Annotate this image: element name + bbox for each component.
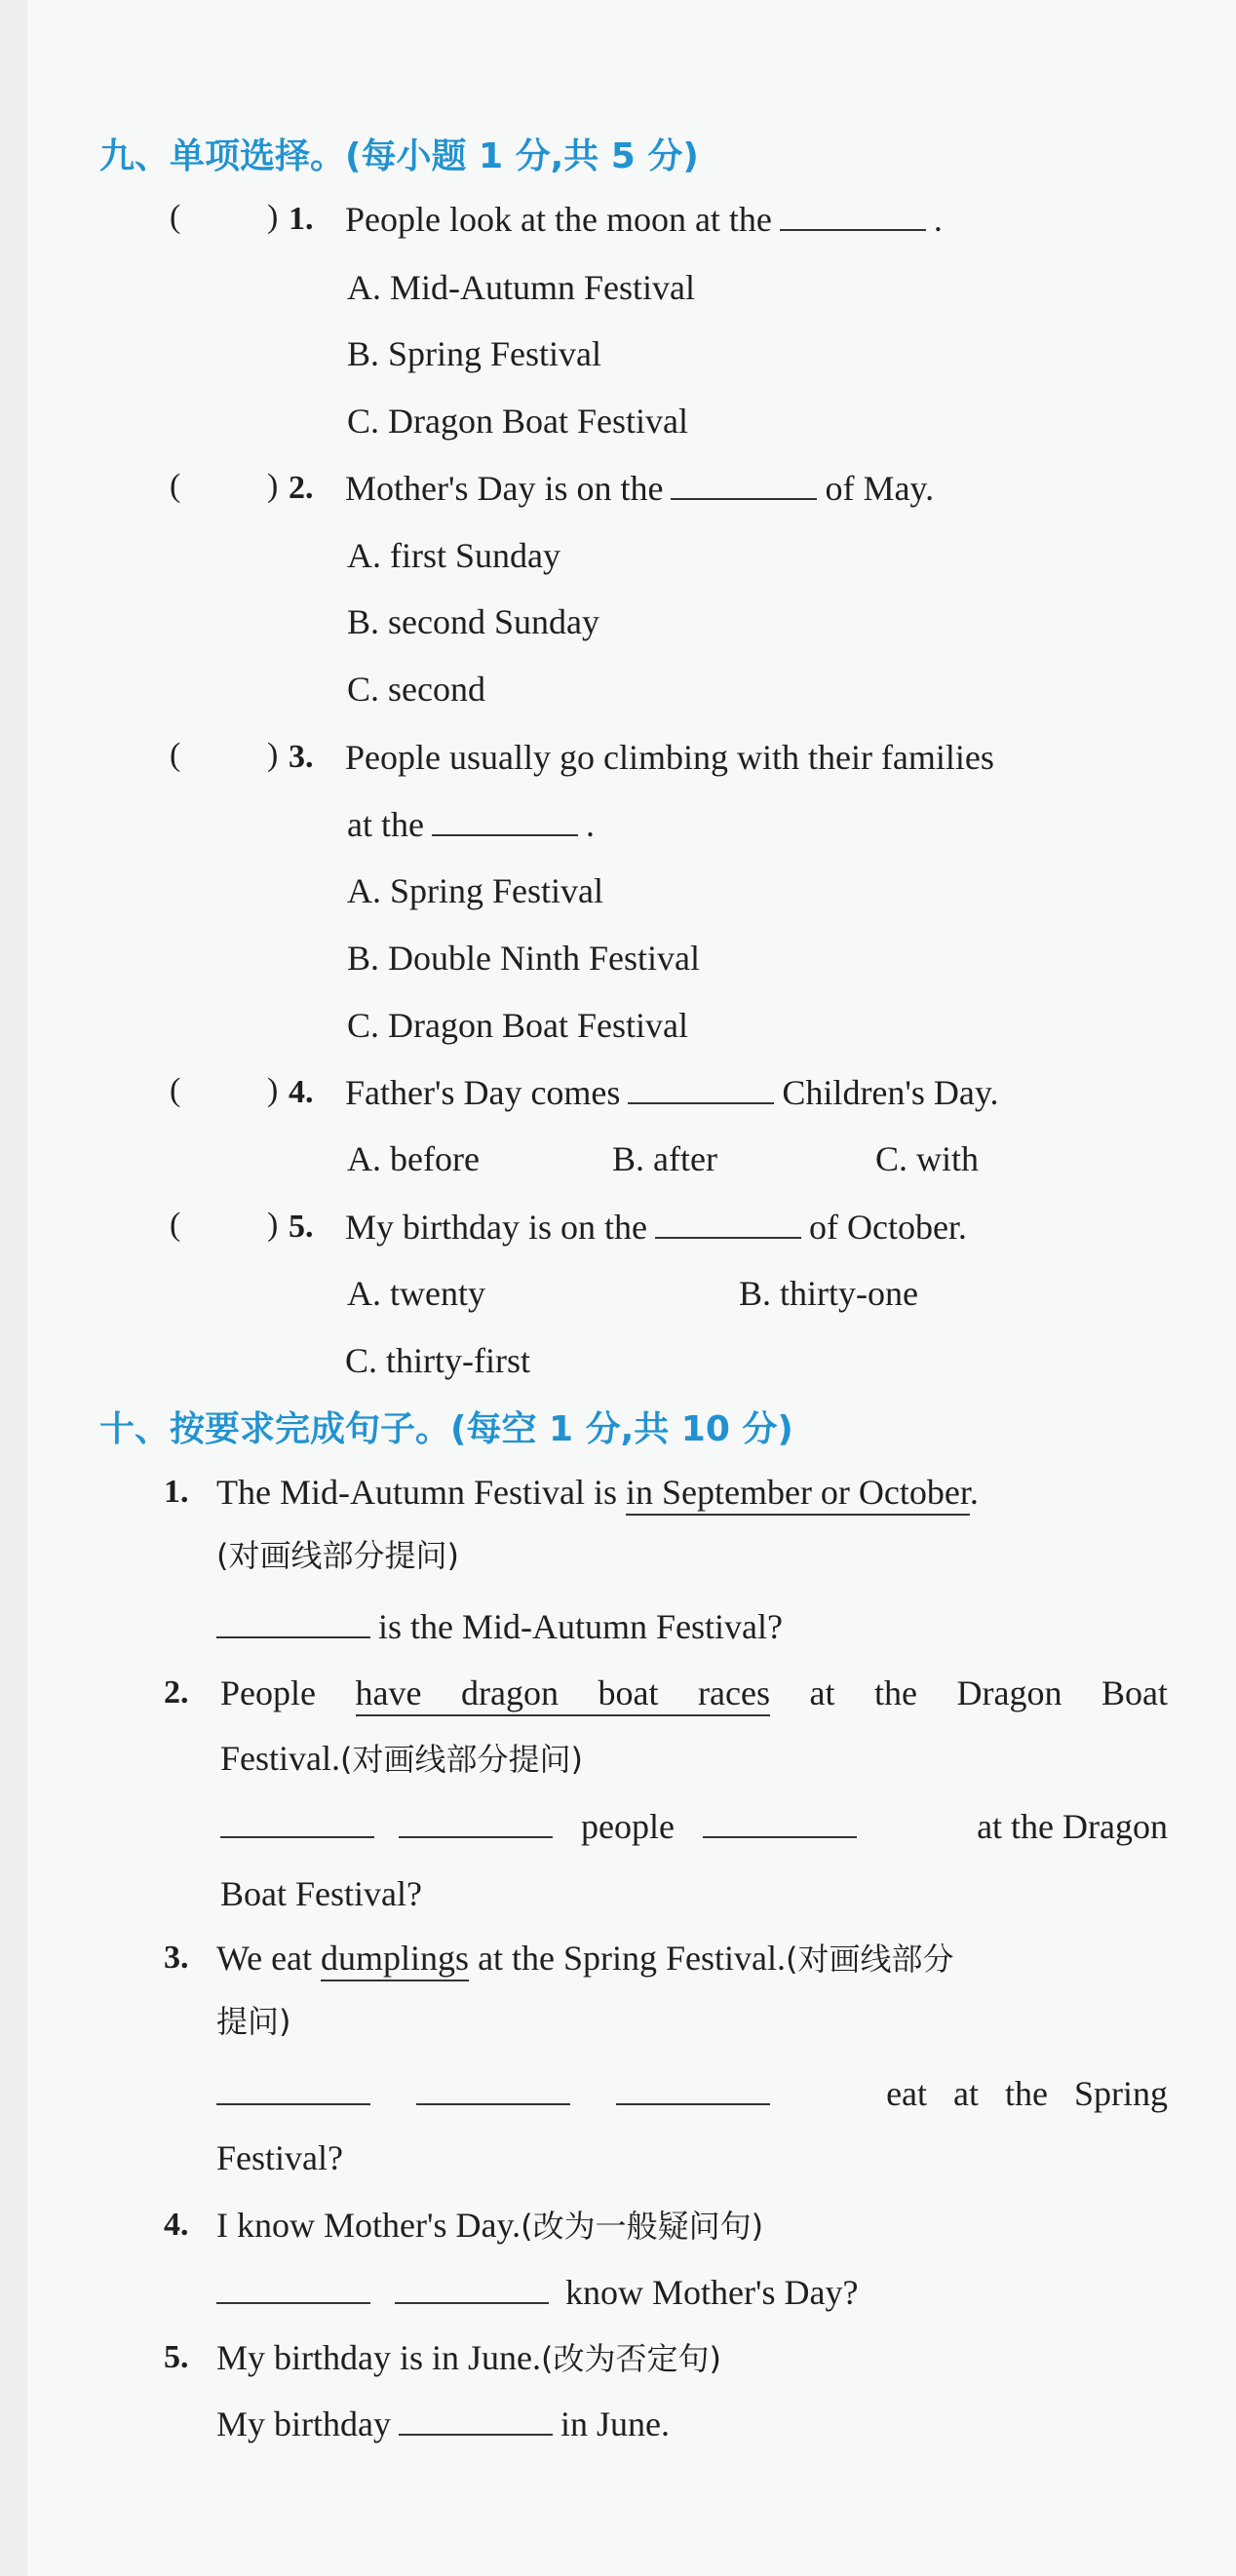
answer-text: know Mother's Day?: [565, 2273, 859, 2312]
answer-paren-right: ): [267, 1207, 279, 1243]
answer-blank[interactable]: [216, 2301, 370, 2304]
option-b: B. Double Ninth Festival: [347, 939, 700, 978]
answer-blank[interactable]: [216, 1635, 370, 1638]
question-text-end: Children's Day.: [782, 1073, 999, 1112]
answer-blank[interactable]: [780, 228, 926, 231]
answer-paren-left: (: [170, 468, 181, 504]
option-c: C. Dragon Boat Festival: [347, 402, 688, 441]
option-c: C. second: [347, 670, 485, 709]
question-text-end: of May.: [825, 469, 935, 508]
question-1-text: [345, 202, 943, 237]
option-b: B. second Sunday: [347, 602, 599, 641]
option-c: C. with: [875, 1139, 980, 1178]
instruction-text: (改为否定句): [540, 2340, 721, 2377]
answer-blank[interactable]: [655, 1236, 801, 1239]
answer-blank[interactable]: [416, 2102, 570, 2105]
item-number: 1.: [164, 1474, 189, 1510]
answer-text: is the Mid-Autumn Festival?: [378, 1607, 783, 1646]
item-2-answer-line2: Boat Festival?: [220, 1874, 422, 1913]
sentence-text: Festival.: [220, 1739, 340, 1778]
item-2-sentence-line2: [220, 1741, 583, 1776]
answer-paren-left: (: [170, 1207, 181, 1243]
sentence-end: .: [969, 1473, 979, 1512]
item-3-answer-line: [216, 2076, 1168, 2111]
answer-blank[interactable]: [395, 2301, 549, 2304]
question-2-text: [345, 471, 934, 506]
option-a: A. Spring Festival: [347, 871, 604, 910]
answer-blank[interactable]: [216, 2102, 370, 2105]
answer-paren-left: (: [170, 737, 181, 773]
item-number: 2.: [164, 1674, 189, 1711]
answer-text-end: in June.: [560, 2404, 670, 2443]
answer-text-end: at the Dragon: [977, 1807, 1168, 1846]
question-3-text-line2: [347, 807, 595, 842]
option-a: A. Mid-Autumn Festival: [347, 268, 695, 307]
question-number: 2.: [289, 470, 314, 506]
question-text: My birthday is on the: [345, 1208, 647, 1247]
answer-blank[interactable]: [628, 1101, 774, 1104]
sentence-end: at the Dragon Boat: [769, 1673, 1168, 1712]
item-2-sentence: [220, 1675, 1168, 1711]
item-3-sentence: [216, 1941, 954, 1976]
sentence-text: We eat: [216, 1939, 322, 1978]
answer-paren-right: ): [267, 199, 279, 235]
item-2-answer-line: [220, 1809, 1168, 1844]
sentence-text: People: [220, 1673, 356, 1712]
section-9-heading: 九、单项选择。(每小题 1 分,共 5 分): [99, 136, 699, 176]
item-3-instruction-line2: 提问): [216, 2003, 291, 2040]
question-5-text: [345, 1210, 967, 1245]
option-a: A. first Sunday: [347, 536, 560, 575]
question-3-text-line1: People usually go climbing with their families: [345, 738, 994, 777]
answer-paren-left: (: [170, 199, 181, 235]
question-text-end: of October.: [808, 1208, 967, 1247]
instruction-text: (对画线部分提问): [340, 1741, 583, 1778]
item-5-sentence: [216, 2340, 721, 2375]
question-number: 3.: [289, 739, 314, 775]
sentence-end: at the Spring Festival.: [469, 1939, 787, 1978]
question-text: People look at the moon at the: [345, 200, 772, 239]
answer-text: My birthday: [216, 2404, 391, 2443]
item-number: 4.: [164, 2207, 189, 2243]
answer-blank[interactable]: [703, 1835, 857, 1838]
option-a: A. before: [347, 1139, 480, 1178]
answer-blank[interactable]: [220, 1835, 374, 1838]
question-number: 4.: [289, 1074, 314, 1110]
answer-paren-right: ): [267, 1072, 279, 1108]
option-b: B. after: [612, 1139, 717, 1178]
question-text: Father's Day comes: [345, 1073, 621, 1112]
item-1-answer-line: [216, 1609, 783, 1644]
item-number: 5.: [164, 2339, 189, 2375]
answer-text-end: eat at the Spring: [886, 2074, 1168, 2113]
item-4-sentence: [216, 2208, 763, 2243]
answer-paren-left: (: [170, 1072, 181, 1108]
answer-blank[interactable]: [616, 2102, 770, 2105]
answer-blank[interactable]: [399, 2433, 553, 2436]
sentence-text: I know Mother's Day.: [216, 2206, 521, 2245]
question-text: at the: [347, 805, 424, 844]
item-1-instruction: (对画线部分提问): [216, 1537, 459, 1574]
item-3-answer-line2: Festival?: [216, 2138, 343, 2177]
answer-text: people: [581, 1807, 675, 1846]
option-b: B. Spring Festival: [347, 334, 602, 373]
item-1-sentence: [216, 1475, 979, 1510]
question-text: Mother's Day is on the: [345, 469, 664, 508]
item-number: 3.: [164, 1940, 189, 1976]
option-c: C. thirty-first: [345, 1341, 530, 1380]
answer-paren-right: ): [267, 468, 279, 504]
item-4-answer-line: [216, 2275, 858, 2310]
option-a: A. twenty: [347, 1274, 485, 1313]
sentence-text: My birthday is in June.: [216, 2338, 541, 2377]
instruction-text: (对画线部分: [786, 1941, 954, 1978]
question-text-end: .: [933, 200, 943, 239]
underlined-phrase: dumplings: [321, 1939, 469, 1981]
question-number: 1.: [289, 201, 314, 237]
answer-blank[interactable]: [432, 833, 578, 836]
option-c: C. Dragon Boat Festival: [347, 1006, 688, 1045]
question-number: 5.: [289, 1209, 314, 1245]
section-10-heading: 十、按要求完成句子。(每空 1 分,共 10 分): [99, 1409, 793, 1449]
answer-blank[interactable]: [671, 497, 817, 500]
question-4-text: [345, 1075, 999, 1110]
instruction-text: (改为一般疑问句): [521, 2208, 764, 2245]
underlined-phrase: in September or October: [626, 1473, 970, 1516]
answer-paren-right: ): [267, 737, 279, 773]
question-text-end: .: [585, 805, 595, 844]
worksheet-page: [27, 0, 1236, 2576]
option-b: B. thirty-one: [739, 1274, 918, 1313]
underlined-phrase: have dragon boat races: [356, 1673, 770, 1716]
answer-blank[interactable]: [399, 1835, 553, 1838]
sentence-text: The Mid-Autumn Festival is: [216, 1473, 626, 1512]
item-5-answer-line: [216, 2406, 670, 2441]
